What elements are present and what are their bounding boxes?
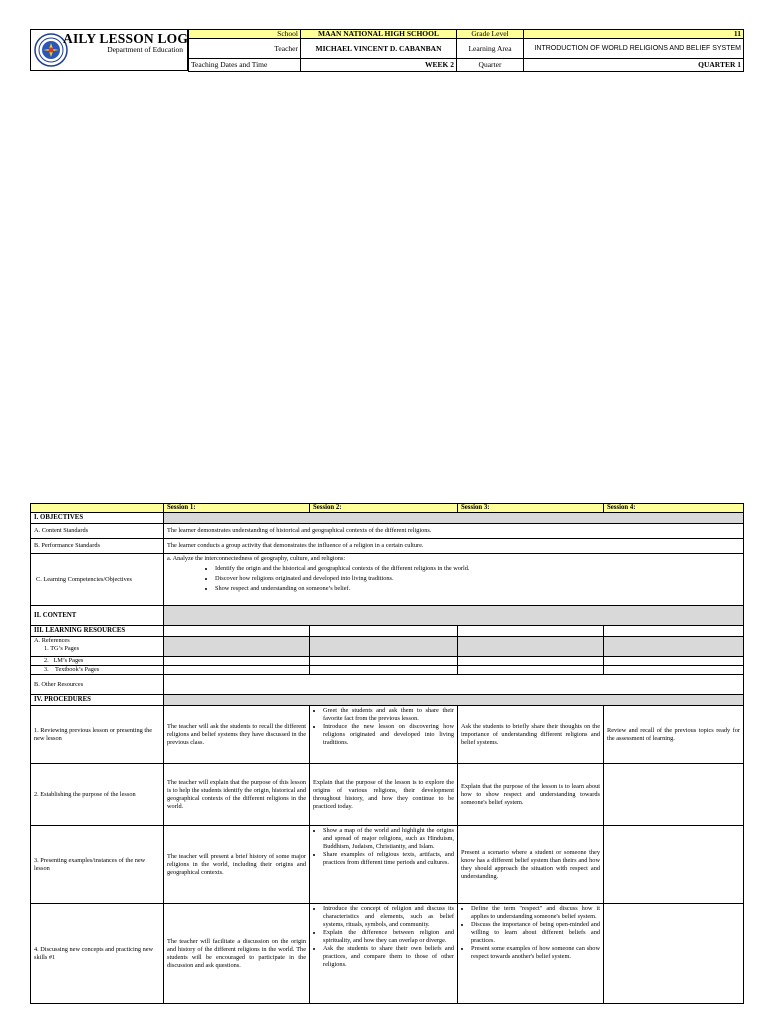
references-row (31, 637, 744, 657)
competency-item: • Show respect and understanding on someone’s belief. (215, 585, 740, 593)
competencies-intro: a. Analyze the interconnectedness of geography, culture, and religions: (167, 555, 346, 562)
procedure-row (31, 706, 744, 764)
log-title: AILY LESSON LOG (63, 31, 189, 46)
content-standards-text: The learner demonstrates understanding of historical and geographical contexts of the different religions. (164, 524, 744, 539)
procedure-bullets (313, 827, 454, 867)
grade-label: Grade Level (457, 30, 524, 39)
procedure-label: 4. Discussing new concepts and practicing new skills #1 (31, 904, 164, 1004)
procedure-bullet: • Introduce the new lesson on discovering how religions originated and developed into living traditions. (323, 723, 454, 747)
resources-heading: III. LEARNING RESOURCES (31, 626, 164, 637)
procedure-session-2: Explain that the purpose of the lesson is to explore the origins of various religions, their development throughout history, and how they continue to be practiced today. (310, 764, 458, 826)
procedure-bullets (313, 905, 454, 969)
competency-item: • Discover how religions originated and developed into living traditions. (215, 575, 740, 583)
objectives-heading-row (31, 513, 744, 524)
lesson-log-header (30, 29, 743, 72)
dates-value: WEEK 2 (301, 59, 457, 72)
procedure-session-3: Ask the students to briefly share their thoughts on the importance of understanding different religions and belief systems. (458, 706, 604, 764)
session-2-header: Session 2: (310, 504, 458, 513)
procedure-bullet: • Introduce the concept of religion and discuss its characteristics and elements, such as belief systems, rituals, symbols, and community. (323, 905, 454, 929)
procedure-row (31, 826, 744, 904)
procedure-session-3: Explain that the purpose of the lesson is to learn about how to show respect and understanding towards someone's belief system. (458, 764, 604, 826)
other-resources-label: B. Other Resources (31, 675, 164, 695)
department-name: Department of Education (107, 45, 183, 54)
procedure-session-4 (604, 904, 744, 1004)
procedure-bullets (313, 707, 454, 747)
textbook-pages-row (31, 666, 744, 675)
grade-value: 11 (524, 30, 744, 39)
procedure-bullet: • Greet the students and ask them to share their favorite fact from the previous lesson. (323, 707, 454, 723)
school-value: MAAN NATIONAL HIGH SCHOOL (301, 30, 457, 39)
procedure-row (31, 904, 744, 1004)
tg-pages-label: 1. TG’s Pages (44, 645, 80, 652)
header-title-block (30, 29, 188, 71)
competencies-row (31, 554, 744, 606)
competency-item: • Identify the origin and the historical and geographical contexts of the different religions in the world. (215, 565, 740, 573)
header-info-table (188, 29, 744, 72)
procedure-session-2 (310, 904, 458, 1004)
procedure-label: 2. Establishing the purpose of the lesson (31, 764, 164, 826)
procedure-bullets (461, 905, 600, 961)
competencies-cell (164, 554, 744, 606)
procedure-row (31, 764, 744, 826)
competencies-label: C. Learning Competencies/Objectives (31, 554, 164, 606)
procedure-bullet: • Discuss the importance of being open-minded and willing to learn about different beliefs and practices. (471, 921, 600, 945)
lesson-plan-table (30, 503, 744, 1004)
competencies-list (167, 565, 740, 593)
lm-pages-row (31, 657, 744, 666)
procedure-bullet: • Present some examples of how someone can show respect towards another's belief system. (471, 945, 600, 961)
content-heading-row (31, 606, 744, 626)
dates-label: Teaching Dates and Time (189, 59, 301, 72)
session-4-header: Session 4: (604, 504, 744, 513)
area-label: Learning Area (457, 39, 524, 59)
procedures-heading: IV. PROCEDURES (31, 695, 164, 706)
teacher-label: Teacher (189, 39, 301, 59)
procedure-session-1: The teacher will ask the students to recall the different religions and belief systems they have discussed in the previous class. (164, 706, 310, 764)
session-header-row (31, 504, 744, 513)
content-standards-row (31, 524, 744, 539)
procedure-session-3: Present a scenario where a student or someone they know has a different belief system than theirs and how they should approach the situation with respect and understanding. (458, 826, 604, 904)
textbook-pages-label: 3. Textbook’s Pages (31, 666, 164, 675)
procedure-session-2 (310, 826, 458, 904)
procedure-session-4: Review and recall of the previous topics ready for the assessment of learning. (604, 706, 744, 764)
session-3-header: Session 3: (458, 504, 604, 513)
procedure-label: 1. Reviewing previous lesson or presenting the new lesson (31, 706, 164, 764)
procedure-bullet: • Show a map of the world and highlight the origins and spread of major religions, such as Hinduism, Buddhism, Judaism, Christianity, and Islam. (323, 827, 454, 851)
school-label: School (189, 30, 301, 39)
procedures-heading-row (31, 695, 744, 706)
procedure-session-3 (458, 904, 604, 1004)
quarter-value: QUARTER 1 (524, 59, 744, 72)
procedure-bullet: • Define the term "respect" and discuss how it applies to understanding someone's belief system. (471, 905, 600, 921)
quarter-label: Quarter (457, 59, 524, 72)
session-1-header: Session 1: (164, 504, 310, 513)
procedure-session-1: The teacher will present a brief history of some major religions in the world, including their origins and geographical contexts. (164, 826, 310, 904)
content-heading: II. CONTENT (31, 606, 164, 626)
lm-pages-label: 2. LM’s Pages (31, 657, 164, 666)
procedure-bullet: • Explain the difference between religion and spirituality, and how they can overlap or diverge. (323, 929, 454, 945)
performance-standards-text: The learner conducts a group activity that demonstrates the influence of a religion in a certain culture. (164, 539, 744, 554)
procedure-session-4 (604, 764, 744, 826)
objectives-heading: I. OBJECTIVES (31, 513, 164, 524)
procedure-session-1: The teacher will explain that the purpose of this lesson is to help the students identify the origin, historical and geographical contexts of the different religions in the world. (164, 764, 310, 826)
procedure-session-4 (604, 826, 744, 904)
corner-cell (31, 504, 164, 513)
references-label: A. References (34, 637, 70, 644)
procedure-bullet: • Ask the students to share their own beliefs and practices, and compare them to those of other religions. (323, 945, 454, 969)
procedure-bullet: • Share examples of religious texts, artifacts, and practices from different time periods and cultures. (323, 851, 454, 867)
resources-heading-row (31, 626, 744, 637)
procedure-session-1: The teacher will facilitate a discussion on the origin and history of the different religions in the world. The students will be encouraged to participate in the discussion and ask questions. (164, 904, 310, 1004)
procedure-session-2 (310, 706, 458, 764)
references-cell (31, 637, 164, 657)
other-resources-row (31, 675, 744, 695)
procedure-label: 3. Presenting examples/instances of the new lesson (31, 826, 164, 904)
teacher-value: MICHAEL VINCENT D. CABANBAN (301, 39, 457, 59)
performance-standards-row (31, 539, 744, 554)
area-value: INTRODUCTION OF WORLD RELIGIONS AND BELIEF SYSTEM (524, 39, 744, 59)
content-standards-label: A. Content Standards (31, 524, 164, 539)
performance-standards-label: B. Performance Standards (31, 539, 164, 554)
